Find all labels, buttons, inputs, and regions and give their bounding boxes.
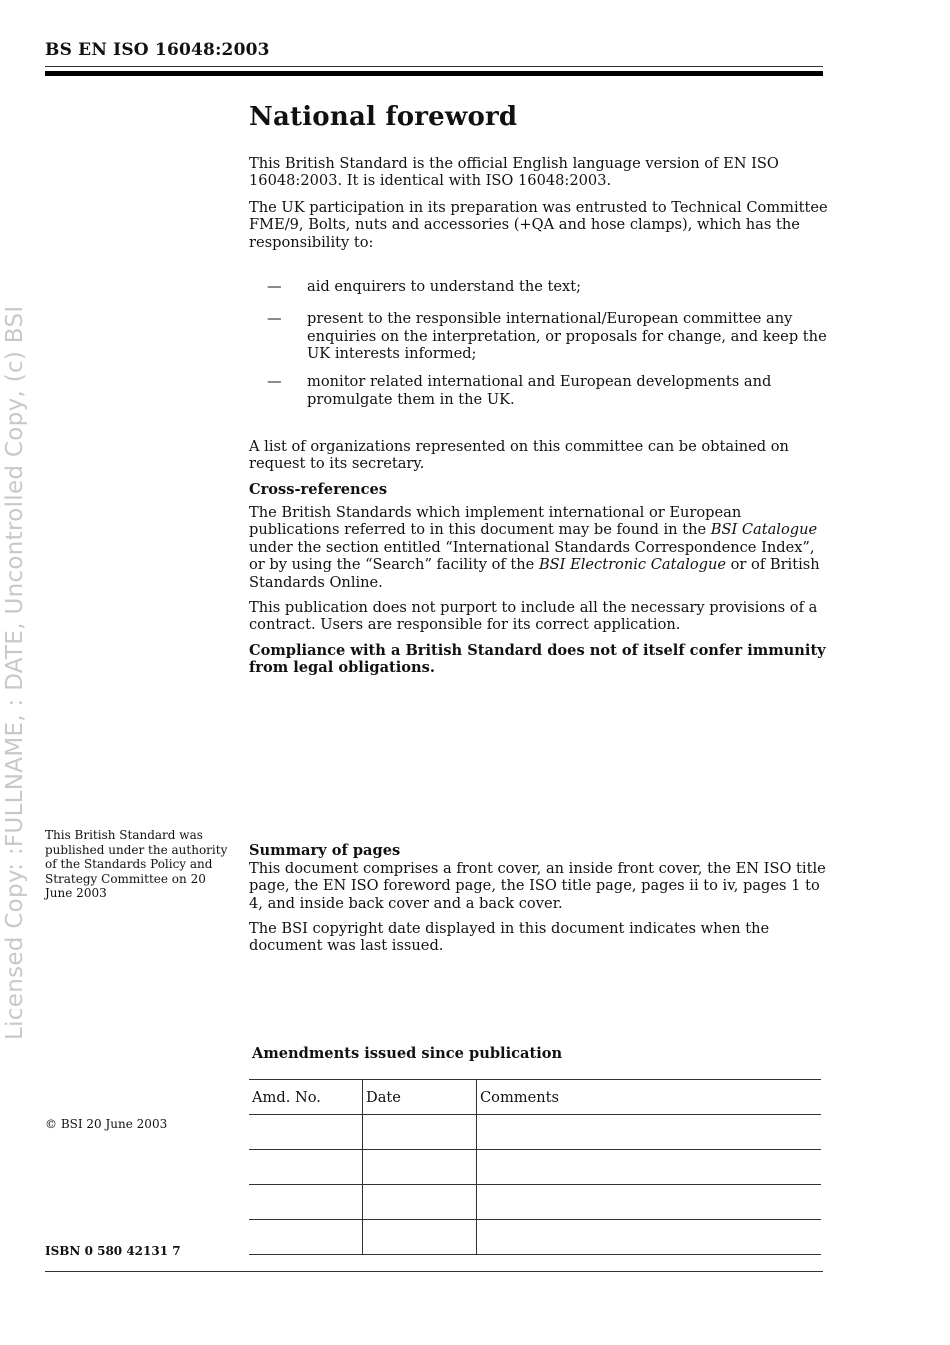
- bsi-catalogue-title: BSI Catalogue: [710, 521, 818, 539]
- column-header: Date: [363, 1080, 477, 1115]
- dash-marker: —: [267, 373, 282, 390]
- table-cell: [249, 1150, 363, 1185]
- bsi-electronic-catalogue-title: BSI Electronic Catalogue: [538, 556, 726, 574]
- table-cell: [477, 1185, 822, 1220]
- crossref-text-1: The British Standards which implement international or European publications referred to in this document may be found in the: [249, 503, 742, 539]
- license-watermark: Licensed Copy: :FULLNAME, : DATE, Uncontrolled Copy, (c) BSI: [2, 305, 28, 1040]
- responsibility-text: monitor related international and European developments and promulgate them in the UK.: [307, 373, 772, 408]
- dash-marker: —: [267, 310, 282, 327]
- dash-marker: —: [267, 278, 282, 295]
- table-cell: [477, 1150, 822, 1185]
- table-row: [249, 1185, 821, 1220]
- table-cell: [249, 1220, 363, 1255]
- table-cell: [363, 1150, 477, 1185]
- cross-references-heading: Cross-references: [249, 480, 388, 498]
- table-cell: [363, 1220, 477, 1255]
- isbn-number: ISBN 0 580 42131 7: [45, 1244, 181, 1258]
- copyright-note-paragraph: The BSI copyright date displayed in this document indicates when the document was last issued.: [249, 919, 770, 955]
- responsibility-text: present to the responsible international/European committee any enquiries on the interpretation, or proposals for change, and keep the UK interests informed;: [307, 310, 827, 363]
- amendments-title: Amendments issued since publication: [252, 1045, 563, 1062]
- crossref-text-3: or of British Standards Online.: [249, 556, 820, 591]
- header-thin-rule: [45, 66, 823, 67]
- table-cell: [363, 1185, 477, 1220]
- table-row: [249, 1220, 821, 1255]
- table-row: [249, 1150, 821, 1185]
- cross-references-paragraph: [249, 504, 829, 592]
- document-code: BS EN ISO 16048:2003: [45, 40, 270, 60]
- amendments-table: [249, 1079, 821, 1255]
- participation-paragraph: The UK participation in its preparation was entrusted to Technical Committee FME/9, Bolts, nuts and accessories (+QA and hose clamps), which has the responsibility to:: [249, 198, 828, 251]
- compliance-statement: Compliance with a British Standard does not of itself confer immunity from legal obligations.: [249, 641, 826, 677]
- column-header: Comments: [477, 1080, 822, 1115]
- table-row: [249, 1115, 821, 1150]
- page-title: National foreword: [249, 102, 518, 132]
- organizations-paragraph: A list of organizations represented on this committee can be obtained on request to its secretary.: [249, 437, 789, 473]
- authority-note: This British Standard was published under the authority of the Standards Policy and Strategy Committee on 20 June 2003: [45, 828, 228, 900]
- crossref-text-2: under the section entitled “International Standards Correspondence Index”, or by using the “Search” facility of the: [249, 538, 815, 574]
- table-cell: [477, 1220, 822, 1255]
- summary-heading: Summary of pages: [249, 841, 401, 859]
- responsibility-text: aid enquirers to understand the text;: [307, 278, 582, 295]
- intro-paragraph: This British Standard is the official English language version of EN ISO 16048:2003. It is identical with ISO 16048:2003.: [249, 154, 779, 190]
- table-cell: [249, 1115, 363, 1150]
- footer-rule: [45, 1271, 823, 1272]
- summary-paragraph: This document comprises a front cover, an inside front cover, the EN ISO title page, the EN ISO foreword page, the ISO title page, pages ii to iv, pages 1 to 4, and inside back cover and a back cover.: [249, 859, 826, 912]
- table-cell: [249, 1185, 363, 1220]
- copyright-notice: © BSI 20 June 2003: [45, 1117, 168, 1131]
- table-cell: [363, 1115, 477, 1150]
- contract-paragraph: This publication does not purport to include all the necessary provisions of a contract. Users are responsible for its correct application.: [249, 598, 818, 634]
- column-header: Amd. No.: [249, 1080, 363, 1115]
- header-thick-rule: [45, 71, 823, 76]
- table-header-row: [249, 1080, 821, 1115]
- table-cell: [477, 1115, 822, 1150]
